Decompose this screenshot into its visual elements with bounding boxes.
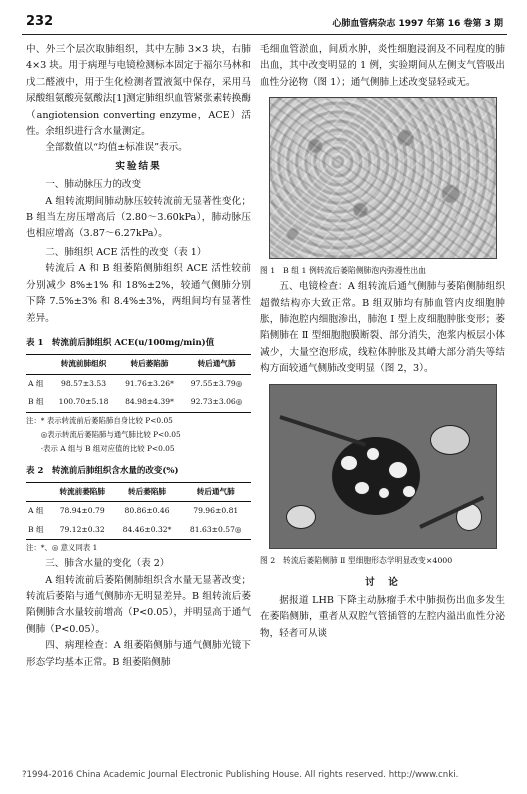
table-1-note: 注：* 表示转流前后萎陷肺自身比较 P<0.05	[26, 415, 173, 425]
table-1-header: 转后通气肺	[197, 359, 236, 369]
intro-paragraph-2: 全部数值以“均值±标准误”表示。	[45, 142, 188, 154]
section-3-text: A 组转流前后萎陷侧肺组织含水量无显著改变；转流后萎陷与通气侧肺亦无明显差异。B 组转流后萎陷侧肺含水量较前增高（P<0.05），并明显高于通气侧肺（P<0.05）。	[26, 574, 251, 635]
table-1-header: 转流前肺组织	[60, 359, 107, 369]
figure-2-micrograph	[269, 384, 497, 549]
copyright-footer: ?1994-2016 China Academic Journal Electronic Publishing House. All rights reserved. http://www.cnki.	[22, 770, 459, 780]
table-2-header	[26, 482, 51, 501]
vacuole	[354, 481, 370, 495]
table-1-note: ◎表示转流后萎陷肺与通气肺比较 P<0.05	[40, 429, 181, 439]
vacuole	[286, 505, 316, 529]
section-5-text: 五、电镜检查：A 组转流后通气侧肺与萎陷侧肺组织超微结构亦大致正常。B 组双肺均有肺血管内皮细胞肿胀，肺泡腔内细胞渗出，肺泡 Ⅰ 型上皮细胞肿胀变形；萎陷侧肺在 Ⅱ 型细胞胞膜断裂、部分消失，泡浆内板层小体减少，大量空泡形成，线粒体肿胀及其嵴大部分消失等结构方面较通气侧肺改变明显（图 2，3）。	[260, 281, 505, 375]
table-cell: 100.70±5.18	[58, 397, 109, 407]
intro-paragraph: 中、外三个层次取肺组织，其中左肺 3×3 块，右肺 4×3 块。用于病理与电镜检测标本固定于福尔马林和戊二醛液中，用于生化检测者置液氮中保存，采用马尿酸组氨酸亮氨酸法[1]测定肺组织血管紧张素转换酶（angiotension converting enzyme，ACE）活性。余组织进行含水量测定。	[26, 44, 251, 138]
table-cell: A 组	[28, 378, 44, 388]
section-1-heading: 一、肺动脉压力的改变	[45, 179, 142, 191]
right-column	[260, 42, 505, 642]
table-cell: 78.94±0.79	[59, 506, 105, 516]
pathology-continued: 毛细血管淤血，间质水肿，炎性细胞浸润及不同程度的肺出血，其中改变明显的 1 例，实验期间从左侧支气管吸出血性分泌物（图 1）；通气侧肺上述改变显轻或无。	[260, 44, 505, 88]
table-cell: 97.55±3.79◎	[190, 378, 243, 388]
section-2-text: 转流后 A 和 B 组萎陷侧肺组织 ACE 活性较前分别减少 8%±1% 和 18%±2%，较通气侧肺分别下降 7.5%±3% 和 8.4%±3%，两组间均有显著性差异。	[26, 263, 251, 324]
table-2-header: 转后通气肺	[196, 486, 235, 496]
table-cell: B 组	[28, 397, 44, 407]
table-cell: A 组	[28, 506, 44, 516]
journal-header: 心肺血管病杂志 1997 年第 16 卷第 3 期	[332, 19, 503, 29]
table-row	[26, 393, 251, 412]
figure-1-caption: 图 1 B 组 1 例转流后萎陷侧肺泡内弥漫性出血	[260, 266, 426, 276]
page-number: 232	[26, 14, 54, 29]
table-cell: B 组	[28, 524, 44, 534]
header-rule	[22, 34, 507, 35]
section-4-text: 四、病理检查：A 组萎陷侧肺与通气侧肺光镜下形态学均基本正常。B 组萎陷侧肺	[26, 640, 251, 668]
table-cell: 84.46±0.32*	[122, 524, 172, 534]
table-2-note: 注：*、◎ 意义同表 1	[26, 543, 98, 553]
table-2-title: 表 2 转流前后肺组织含水量的改变(%)	[26, 465, 179, 476]
table-1-header	[26, 355, 50, 374]
table-cell: 80.86±0.46	[124, 506, 170, 516]
vacuole	[388, 461, 408, 479]
table-cell: 92.73±3.06◎	[190, 397, 243, 407]
table-2-header: 转后萎陷肺	[128, 486, 167, 496]
table-2	[26, 482, 251, 540]
table-cell: 81.63±0.57◎	[189, 524, 242, 534]
table-row	[26, 502, 251, 521]
results-heading: 实验结果	[115, 160, 162, 172]
vacuole	[366, 447, 380, 461]
discussion-text: 据报道 LHB 下降主动脉瘤手术中肺损伤出血多发生在萎陷侧肺，重者从双腔气管插管的左腔内溢出血性分泌物，轻者可从谈	[260, 595, 505, 639]
vacuole	[340, 455, 358, 471]
table-row	[26, 521, 251, 540]
table-1	[26, 354, 251, 412]
figure-2-caption: 图 2 转流后萎陷侧肺 Ⅱ 型细胞形态学明显改变×4000	[260, 555, 453, 565]
table-cell: 91.76±3.26*	[125, 378, 174, 388]
table-1-header: 转后萎陷肺	[130, 359, 169, 369]
table-cell: 84.98±4.39*	[125, 397, 174, 407]
table-1-note: ·表示 A 组与 B 组对应值的比较 P<0.05	[40, 443, 175, 453]
table-cell: 79.96±0.81	[193, 506, 239, 516]
table-2-header: 转流前萎陷肺	[59, 486, 105, 496]
discussion-heading: 讨 论	[365, 576, 400, 588]
table-row	[26, 374, 251, 393]
table-cell: 79.12±0.32	[59, 524, 105, 534]
section-2-heading: 二、肺组织 ACE 活性的改变（表 1）	[45, 246, 207, 258]
section-3-heading: 三、肺含水量的变化（表 2）	[45, 558, 170, 570]
membrane-streak	[279, 415, 366, 447]
section-1-text: A 组转流期间肺动脉压较转流前无显著性变化；B 组当左房压增高后（2.80～3.60kPa），肺动脉压也相应增高（3.87～6.27kPa）。	[26, 195, 251, 240]
table-cell: 98.57±3.53	[61, 378, 107, 388]
vacuole	[402, 485, 416, 498]
figure-1-micrograph	[269, 97, 497, 259]
table-1-title: 表 1 转流前后肺组织 ACE(u/100mg/min)值	[26, 337, 215, 348]
vacuole	[378, 487, 390, 499]
left-column	[26, 42, 251, 671]
vacuole	[430, 425, 470, 455]
